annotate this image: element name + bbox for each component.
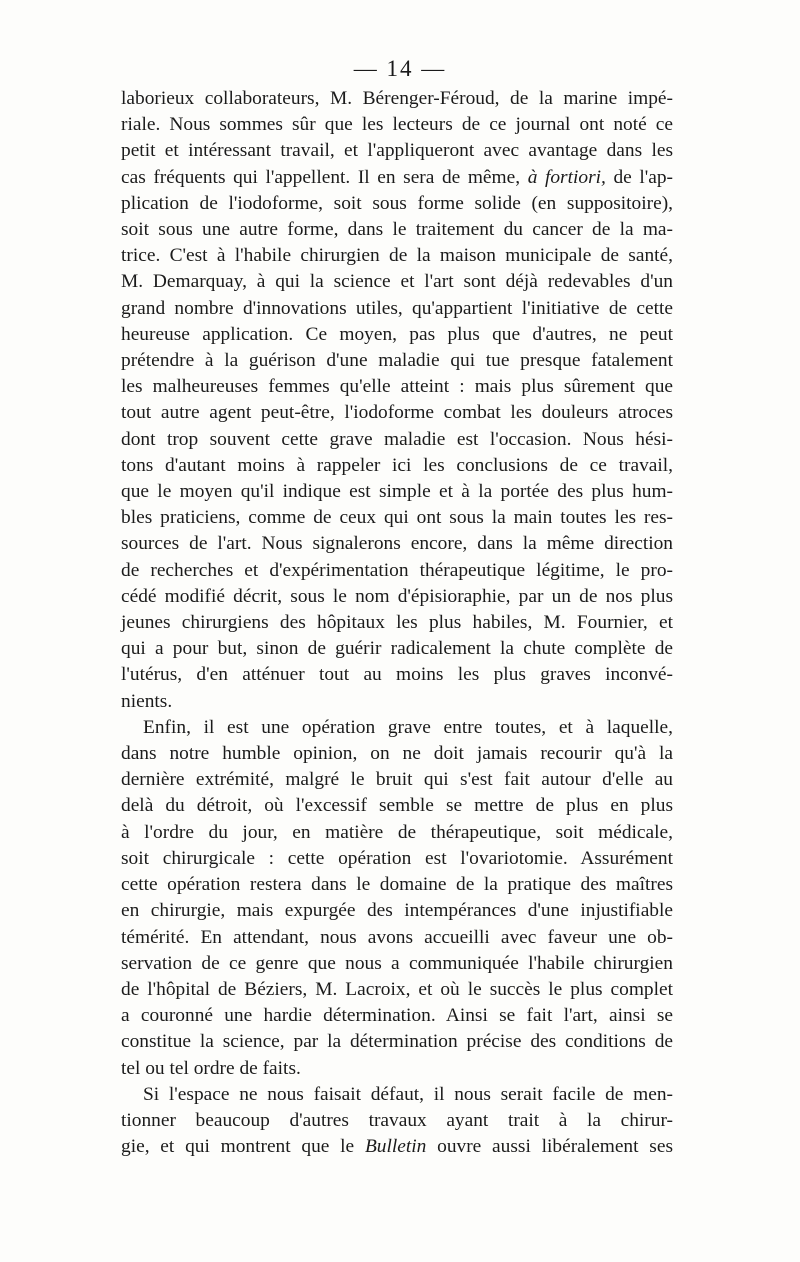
- text-line: trice. C'est à l'habile chirurgien de la maison municipale de santé,: [121, 245, 673, 267]
- text-line: Enfin, il est une opération grave entre toutes, et à laquelle,: [143, 716, 673, 738]
- text-line: les malheureuses femmes qu'elle atteint : mais plus sûrement que: [121, 376, 673, 398]
- italic-phrase: à fortiori,: [527, 166, 606, 188]
- text-line: témérité. En attendant, nous avons accueilli avec faveur une ob-: [121, 926, 673, 948]
- text-line: grand nombre d'innovations utiles, qu'appartient l'initiative de cette: [121, 297, 673, 319]
- text-line: tel ou tel ordre de faits.: [121, 1057, 301, 1079]
- text-line: sources de l'art. Nous signalerons encore, dans la même direction: [121, 533, 673, 555]
- text-line: prétendre à la guérison d'une maladie qui tue presque fatalement: [121, 350, 673, 372]
- page-number: — 14 —: [353, 56, 447, 81]
- text-line: jeunes chirurgiens des hôpitaux les plus habiles, M. Fournier, et: [121, 612, 673, 634]
- text-line: dans notre humble opinion, on ne doit jamais recourir qu'à la: [121, 743, 673, 765]
- text-line: que le moyen qu'il indique est simple et à la portée des plus hum-: [121, 481, 673, 503]
- text-line: tons d'autant moins à rappeler ici les conclusions de ce travail,: [121, 454, 673, 476]
- text-line: riale. Nous sommes sûr que les lecteurs de ce journal ont noté ce: [121, 114, 673, 136]
- paragraph-3: [121, 1082, 673, 1161]
- text-line-with-italic: [121, 165, 673, 191]
- text-line: heureuse application. Ce moyen, pas plus que d'autres, ne peut: [121, 323, 673, 345]
- text-line: cette opération restera dans le domaine de la pratique des maîtres: [121, 874, 673, 896]
- italic-phrase: Bulletin: [364, 1136, 427, 1158]
- text-line: dernière extrémité, malgré le bruit qui s'est fait autour d'elle au: [121, 769, 673, 791]
- text-line: laborieux collaborateurs, M. Bérenger-Féroud, de la marine impé-: [121, 88, 673, 109]
- text-line: Si l'espace ne nous faisait défaut, il nous serait facile de men-: [143, 1083, 673, 1105]
- text-line: à l'ordre du jour, en matière de thérapeutique, soit médicale,: [121, 821, 673, 843]
- text-line: bles praticiens, comme de ceux qui ont sous la main toutes les res-: [121, 507, 673, 529]
- text-line: de recherches et d'expérimentation thérapeutique légitime, le pro-: [121, 559, 673, 581]
- text-line: nients.: [121, 690, 173, 712]
- text-line-with-italic: [121, 1134, 673, 1160]
- text-line: constitue la science, par la détermination précise des conditions de: [121, 1031, 673, 1053]
- body-text: [121, 86, 673, 1160]
- text-line: petit et intéressant travail, et l'appliqueront avec avantage dans les: [121, 140, 673, 162]
- paragraph-1: [121, 86, 673, 715]
- text-fragment: ouvre aussi libéralement ses: [437, 1136, 673, 1158]
- text-line: M. Demarquay, à qui la science et l'art sont déjà redevables d'un: [121, 271, 673, 293]
- text-line: delà du détroit, où l'excessif semble se mettre de plus en plus: [121, 795, 673, 817]
- text-line: tionner beaucoup d'autres travaux ayant trait à la chirur-: [121, 1109, 673, 1131]
- text-line: soit chirurgicale : cette opération est l'ovariotomie. Assurément: [121, 847, 673, 869]
- text-line: qui a pour but, sinon de guérir radicalement la chute complète de: [121, 638, 673, 660]
- text-line: de l'hôpital de Béziers, M. Lacroix, et où le succès le plus complet: [121, 978, 673, 1000]
- text-line: plication de l'iodoforme, soit sous forme solide (en suppositoire),: [121, 192, 673, 214]
- text-line: servation de ce genre que nous a communiquée l'habile chirurgien: [121, 952, 673, 974]
- text-line: dont trop souvent cette grave maladie est l'occasion. Nous hési-: [121, 428, 673, 450]
- text-fragment: de l'ap-: [613, 166, 673, 188]
- text-fragment: cas fréquents qui l'appellent. Il en sera de même,: [121, 166, 521, 188]
- text-fragment: gie, et qui montrent que le: [121, 1136, 355, 1158]
- text-line: tout autre agent peut-être, l'iodoforme combat les douleurs atroces: [121, 402, 673, 424]
- paragraph-2: [121, 715, 673, 1082]
- text-line: cédé modifié décrit, sous le nom d'épisioraphie, par un de nos plus: [121, 585, 673, 607]
- text-line: en chirurgie, mais expurgée des intempérances d'une injustifiable: [121, 900, 673, 922]
- text-line: l'utérus, d'en atténuer tout au moins les plus graves inconvé-: [121, 664, 673, 686]
- text-line: a couronné une hardie détermination. Ainsi se fait l'art, ainsi se: [121, 1005, 673, 1027]
- text-line: soit sous une autre forme, dans le traitement du cancer de la ma-: [121, 219, 673, 241]
